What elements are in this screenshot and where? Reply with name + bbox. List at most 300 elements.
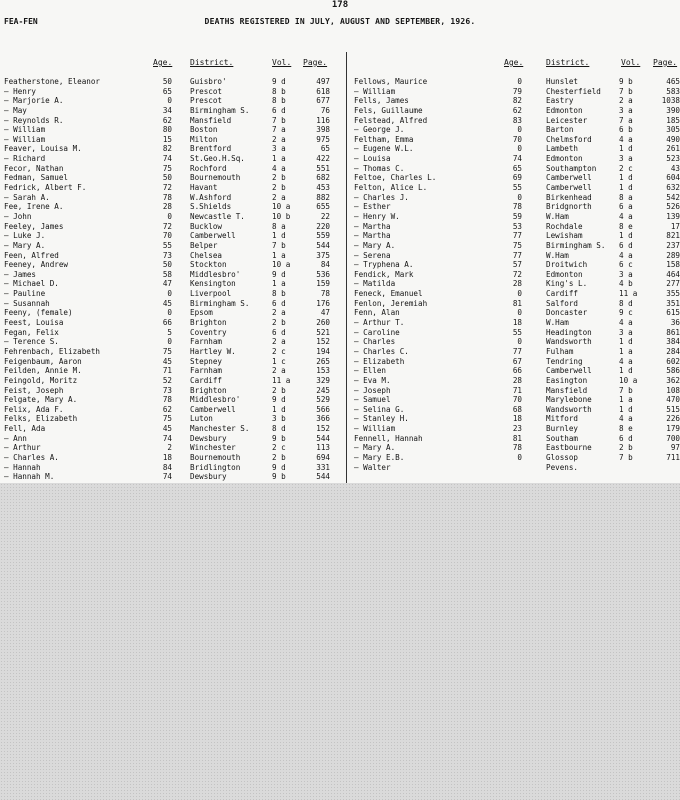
entry-volume: 9 b <box>272 433 286 443</box>
left-column <box>4 58 342 482</box>
entry-district: King's L. <box>546 279 588 289</box>
entry-district: Bournemouth <box>190 173 241 183</box>
entry-name: — Terence S. <box>4 337 59 347</box>
entry-district: W.Ham <box>546 250 569 260</box>
entry-age: 73 <box>162 250 172 260</box>
entry-name: — Susannah <box>4 298 50 308</box>
entry-district: Camberwell <box>546 366 592 376</box>
entry-page: 536 <box>316 269 330 279</box>
index-code: FEA-FEN <box>4 17 38 26</box>
entry-row <box>4 308 342 318</box>
entry-age: 70 <box>512 134 522 144</box>
entry-row <box>354 183 680 193</box>
entry-district: Mansfield <box>546 385 588 395</box>
entry-row <box>4 376 342 386</box>
entry-district: Lewisham <box>546 231 583 241</box>
entry-name: — Caroline <box>354 327 400 337</box>
entry-row <box>354 405 680 415</box>
entry-age: 18 <box>162 452 172 462</box>
entry-row <box>4 77 342 87</box>
entry-age: 5 <box>167 327 172 337</box>
entry-page: 861 <box>666 327 680 337</box>
entry-page: 542 <box>666 192 680 202</box>
entry-district: Farnham <box>190 366 223 376</box>
entry-page: 490 <box>666 134 680 144</box>
entry-age: 0 <box>167 289 172 299</box>
entry-age: 50 <box>162 77 172 86</box>
entry-age: 52 <box>162 375 172 385</box>
entry-page: 47 <box>320 308 330 318</box>
entry-district: Middlesbro' <box>190 269 241 279</box>
entry-page: 113 <box>316 443 330 453</box>
entry-volume: 6 a <box>619 202 633 212</box>
entry-volume: 1 a <box>272 154 286 164</box>
entry-age: 58 <box>162 269 172 279</box>
entry-age: 71 <box>512 385 522 395</box>
entry-district: Bridlington <box>190 462 241 472</box>
entry-volume: 8 a <box>272 221 286 231</box>
entry-volume: 7 b <box>619 385 633 395</box>
entry-district: W.Ham <box>546 318 569 328</box>
entry-district: Dewsbury <box>190 433 227 443</box>
entry-page: 566 <box>316 404 330 414</box>
entry-district: Tendring <box>546 356 583 366</box>
entry-page: 632 <box>666 183 680 193</box>
entry-name: — Mary A. <box>354 240 396 250</box>
entry-volume: 4 a <box>619 414 633 424</box>
entry-age: 77 <box>512 231 522 241</box>
entry-row <box>354 135 680 145</box>
entry-row <box>354 414 680 424</box>
entry-age: 0 <box>517 125 522 135</box>
entry-age: 78 <box>162 192 172 202</box>
entry-volume: 6 d <box>272 327 286 337</box>
entry-row <box>354 279 680 289</box>
entry-row <box>354 251 680 261</box>
entry-district: Birmingham S. <box>190 298 250 308</box>
entry-row <box>354 164 680 174</box>
entry-age: 0 <box>517 192 522 202</box>
entry-age: 18 <box>512 414 522 424</box>
entry-volume: 8 a <box>619 192 633 202</box>
entry-volume: 2 b <box>619 443 633 453</box>
entry-district: Edmonton <box>546 105 583 115</box>
entry-page: 152 <box>316 337 330 347</box>
entry-name: — George J. <box>354 125 405 135</box>
entry-row <box>4 212 342 222</box>
entry-age: 68 <box>512 404 522 414</box>
entry-age: 75 <box>162 414 172 424</box>
entry-district: Luton <box>190 414 213 424</box>
entry-name: — Samuel <box>354 395 391 405</box>
entry-name: Featherstone, Eleanor <box>4 77 101 86</box>
entry-volume: 1 d <box>619 231 633 241</box>
entry-age: 0 <box>517 77 522 86</box>
entry-name: Feaver, Louisa M. <box>4 144 82 154</box>
entry-name: Feest, Louisa <box>4 318 64 328</box>
entry-row <box>4 270 342 280</box>
entry-page: 237 <box>666 240 680 250</box>
entry-volume: 6 c <box>619 260 633 270</box>
entry-page: 220 <box>316 221 330 231</box>
entry-district: Brighton <box>190 318 227 328</box>
entry-age: 0 <box>517 308 522 318</box>
entry-age: 72 <box>512 269 522 279</box>
entry-age: 66 <box>512 366 522 376</box>
entry-age: 62 <box>512 105 522 115</box>
entry-row <box>4 434 342 444</box>
entry-district: Southam <box>546 433 579 443</box>
entry-row <box>354 87 680 97</box>
entry-name: Feeny, (female) <box>4 308 73 318</box>
entry-page: 36 <box>670 318 680 328</box>
entry-name: — Luke J. <box>4 231 46 241</box>
entry-row <box>4 472 342 482</box>
entry-volume: 2 a <box>272 192 286 202</box>
entry-volume: 9 b <box>272 472 286 482</box>
entry-volume: 3 b <box>272 414 286 424</box>
entry-row <box>354 77 680 87</box>
entry-row <box>354 125 680 135</box>
entry-district: Chelmsford <box>546 134 592 144</box>
entry-name: — Mary A. <box>4 240 46 250</box>
entry-volume: 7 b <box>272 115 286 125</box>
entry-page: 821 <box>666 231 680 241</box>
entry-volume: 9 d <box>272 462 286 472</box>
entry-page: 289 <box>666 250 680 260</box>
entry-page: 711 <box>666 452 680 462</box>
district-header: District. <box>546 58 590 67</box>
entry-page: 521 <box>316 327 330 337</box>
entry-volume: 10 b <box>272 211 291 221</box>
entry-page: 975 <box>316 134 330 144</box>
entry-district: Glossop <box>546 452 579 462</box>
entry-volume: 2 b <box>272 385 286 395</box>
entry-name: — Charles J. <box>354 192 409 202</box>
entry-page: 22 <box>320 211 330 221</box>
entry-district: Headington <box>546 327 592 337</box>
entry-name: Fedman, Samuel <box>4 173 69 183</box>
entry-page: 362 <box>666 375 680 385</box>
entry-name: Fell, Ada <box>4 424 46 434</box>
entry-page: 1038 <box>661 96 680 106</box>
entry-age: 77 <box>512 346 522 356</box>
entry-name: — Tryphena A. <box>354 260 414 270</box>
entry-row <box>4 299 342 309</box>
entry-page: 366 <box>316 414 330 424</box>
entry-volume: 4 b <box>619 279 633 289</box>
entry-volume: 3 a <box>619 154 633 164</box>
entry-name: — Eva M. <box>354 375 391 385</box>
entry-age: 72 <box>162 183 172 193</box>
entry-row <box>4 453 342 463</box>
entry-volume: 1 d <box>619 337 633 347</box>
entry-name: — Stanley H. <box>354 414 409 424</box>
entry-volume: 7 b <box>272 240 286 250</box>
entry-name: — Henry W. <box>354 211 400 221</box>
entry-page: 65 <box>320 144 330 154</box>
entry-row <box>4 289 342 299</box>
entry-district: Brentford <box>190 144 232 154</box>
entry-row <box>4 106 342 116</box>
entry-row <box>354 193 680 203</box>
entry-age: 74 <box>162 472 172 482</box>
entry-district: Boston <box>190 125 218 135</box>
entry-volume: 2 a <box>272 366 286 376</box>
entry-row <box>4 231 342 241</box>
entry-district: Mitford <box>546 414 579 424</box>
entry-page: 108 <box>666 385 680 395</box>
entry-page: 284 <box>666 346 680 356</box>
entry-age: 73 <box>162 385 172 395</box>
entry-page: 422 <box>316 154 330 164</box>
entry-page: 329 <box>316 375 330 385</box>
entry-volume: 9 d <box>272 77 286 86</box>
entry-volume: 6 d <box>619 433 633 443</box>
vol-header: Vol. <box>621 58 641 67</box>
entry-row <box>354 260 680 270</box>
entry-page: 559 <box>316 231 330 241</box>
entry-age: 67 <box>512 356 522 366</box>
entry-district: Easington <box>546 375 588 385</box>
entry-name: — Matilda <box>354 279 396 289</box>
entry-volume: 2 b <box>272 183 286 193</box>
entry-volume: 2 a <box>272 308 286 318</box>
entry-row <box>354 289 680 299</box>
entry-district: Guisbro' <box>190 77 227 86</box>
entry-age: 74 <box>162 154 172 164</box>
entry-row <box>4 328 342 338</box>
age-header: Age. <box>504 58 524 67</box>
entry-volume: 2 b <box>272 318 286 328</box>
entry-name: — Reynolds R. <box>4 115 64 125</box>
entry-volume: 11 a <box>272 375 291 385</box>
entry-district: Birmingham S. <box>546 240 606 250</box>
entry-age: 57 <box>512 260 522 270</box>
entry-page: 465 <box>666 77 680 86</box>
entry-age: 28 <box>162 202 172 212</box>
entry-district: Chesterfield <box>546 86 601 96</box>
entry-page: 882 <box>316 192 330 202</box>
entry-age: 55 <box>162 240 172 250</box>
entry-district: Prescot <box>190 86 223 96</box>
entry-row <box>354 308 680 318</box>
entry-name: — William <box>4 134 46 144</box>
entry-row <box>354 96 680 106</box>
entry-name: — Arthur <box>4 443 41 453</box>
entry-age: 0 <box>517 452 522 462</box>
entry-row <box>4 144 342 154</box>
entry-page: 116 <box>316 115 330 125</box>
entry-age: 71 <box>162 366 172 376</box>
entry-page: 277 <box>666 279 680 289</box>
entry-page: 159 <box>316 279 330 289</box>
entry-row <box>354 270 680 280</box>
entry-row <box>4 116 342 126</box>
entry-page: 602 <box>666 356 680 366</box>
age-header: Age. <box>153 58 173 67</box>
entry-district: S.Shields <box>190 202 232 212</box>
entry-district: Fulham <box>546 346 574 356</box>
entry-row <box>4 164 342 174</box>
entry-row <box>354 116 680 126</box>
entry-name: Feigenbaum, Aaron <box>4 356 82 366</box>
entry-name: — Thomas C. <box>354 163 405 173</box>
entry-name: — Marjorie A. <box>4 96 64 106</box>
entry-volume: 1 a <box>619 346 633 356</box>
entry-page: 226 <box>666 414 680 424</box>
entry-name: — Michael D. <box>4 279 59 289</box>
entry-district: Birkenhead <box>546 192 592 202</box>
entry-name: — Richard <box>4 154 46 164</box>
entry-page: 185 <box>666 115 680 125</box>
entry-row <box>4 193 342 203</box>
entry-age: 55 <box>512 327 522 337</box>
entry-age: 53 <box>512 221 522 231</box>
entry-page: 529 <box>316 395 330 405</box>
entry-age: 78 <box>162 395 172 405</box>
entry-page: 618 <box>316 86 330 96</box>
entry-volume: 8 b <box>272 86 286 96</box>
entry-row <box>4 135 342 145</box>
entry-age: 82 <box>512 96 522 106</box>
entry-list <box>354 77 680 472</box>
entry-volume: 2 c <box>272 346 286 356</box>
entry-age: 59 <box>512 211 522 221</box>
entry-page: 76 <box>320 105 330 115</box>
page-header: Page. <box>653 58 678 67</box>
entry-page: 331 <box>316 462 330 472</box>
entry-page: 497 <box>316 77 330 86</box>
entry-district: Middlesbro' <box>190 395 241 405</box>
entry-row <box>354 443 680 453</box>
entry-volume: 11 a <box>619 289 638 299</box>
entry-age: 0 <box>517 144 522 154</box>
entry-district: Milton <box>190 134 218 144</box>
entry-page: 470 <box>666 395 680 405</box>
entry-volume: 4 a <box>619 356 633 366</box>
entry-age: 77 <box>512 250 522 260</box>
entry-list <box>4 77 342 482</box>
entry-page: 544 <box>316 240 330 250</box>
entry-age: 23 <box>512 424 522 434</box>
entry-district: Prescot <box>190 96 223 106</box>
entry-name: Feneck, Emanuel <box>354 289 423 299</box>
entry-volume: 4 a <box>619 134 633 144</box>
entry-district: Stepney <box>190 356 223 366</box>
entry-row <box>354 318 680 328</box>
entry-district: Coventry <box>190 327 227 337</box>
entry-volume: 8 e <box>619 221 633 231</box>
entry-page: 390 <box>666 105 680 115</box>
entry-page: 375 <box>316 250 330 260</box>
page-title: DEATHS REGISTERED IN JULY, AUGUST AND SEPTEMBER, 1926. <box>204 17 476 26</box>
entry-age: 69 <box>512 173 522 183</box>
entry-volume: 7 b <box>619 452 633 462</box>
entry-page: 261 <box>666 144 680 154</box>
entry-volume: 2 c <box>272 443 286 453</box>
entry-volume: 6 d <box>272 105 286 115</box>
entry-volume: 6 b <box>619 125 633 135</box>
entry-name: — James <box>4 269 37 279</box>
entry-name: Felks, Elizabeth <box>4 414 78 424</box>
entry-district: Cardiff <box>190 375 223 385</box>
entry-age: 0 <box>167 308 172 318</box>
entry-age: 28 <box>512 279 522 289</box>
entry-district: W.Ashford <box>190 192 232 202</box>
entry-name: Feltham, Emma <box>354 134 414 144</box>
entry-district: Dewsbury <box>190 472 227 482</box>
entry-age: 81 <box>512 298 522 308</box>
entry-age: 62 <box>162 404 172 414</box>
entry-district: Newcastle T. <box>190 211 245 221</box>
entry-page: 655 <box>316 202 330 212</box>
entry-name: — Pauline <box>4 289 46 299</box>
entry-district: Rochdale <box>546 221 583 231</box>
entry-volume: 1 d <box>272 231 286 241</box>
entry-district: Camberwell <box>190 231 236 241</box>
entry-name: — Hannah <box>4 462 41 472</box>
entry-district: Bucklow <box>190 221 223 231</box>
entry-district: Wandsworth <box>546 337 592 347</box>
entry-row <box>4 251 342 261</box>
entry-age: 83 <box>512 115 522 125</box>
entry-name: Feilden, Annie M. <box>4 366 82 376</box>
entry-volume: 3 a <box>619 105 633 115</box>
entry-name: — Ellen <box>354 366 387 376</box>
entry-district: Lambeth <box>546 144 579 154</box>
entry-name: Fedrick, Albert F. <box>4 183 87 193</box>
entry-row <box>4 395 342 405</box>
entry-row <box>354 395 680 405</box>
entry-row <box>4 357 342 367</box>
entry-volume: 10 a <box>272 260 291 270</box>
entry-name: — Selina G. <box>354 404 405 414</box>
entry-volume: 2 b <box>272 173 286 183</box>
entry-volume: 9 c <box>619 308 633 318</box>
entry-district: W.Ham <box>546 211 569 221</box>
entry-district: Brighton <box>190 385 227 395</box>
entry-row <box>4 202 342 212</box>
entry-volume: 4 a <box>619 318 633 328</box>
entry-name: Fegan, Felix <box>4 327 59 337</box>
entry-row <box>354 376 680 386</box>
entry-row <box>4 222 342 232</box>
entry-volume: 2 b <box>272 452 286 462</box>
page-header: Page. <box>303 58 328 67</box>
entry-page: 153 <box>316 366 330 376</box>
entry-name: Feingold, Moritz <box>4 375 78 385</box>
entry-age: 0 <box>167 211 172 221</box>
entry-row <box>354 106 680 116</box>
entry-district: Southampton <box>546 163 597 173</box>
entry-name: — Martha <box>354 231 391 241</box>
entry-name: — William <box>4 125 46 135</box>
entry-age: 50 <box>162 260 172 270</box>
entry-volume: 4 a <box>272 163 286 173</box>
entry-page: 464 <box>666 269 680 279</box>
entry-row <box>354 453 680 463</box>
entry-row <box>4 386 342 396</box>
entry-row <box>4 366 342 376</box>
entry-name: — Charles <box>354 337 396 347</box>
entry-row <box>4 443 342 453</box>
entry-name: — William <box>354 86 396 96</box>
entry-name: Fehrenbach, Elizabeth <box>4 346 101 356</box>
entry-row <box>354 154 680 164</box>
entry-district: Chelsea <box>190 250 223 260</box>
entry-name: — May <box>4 105 27 115</box>
